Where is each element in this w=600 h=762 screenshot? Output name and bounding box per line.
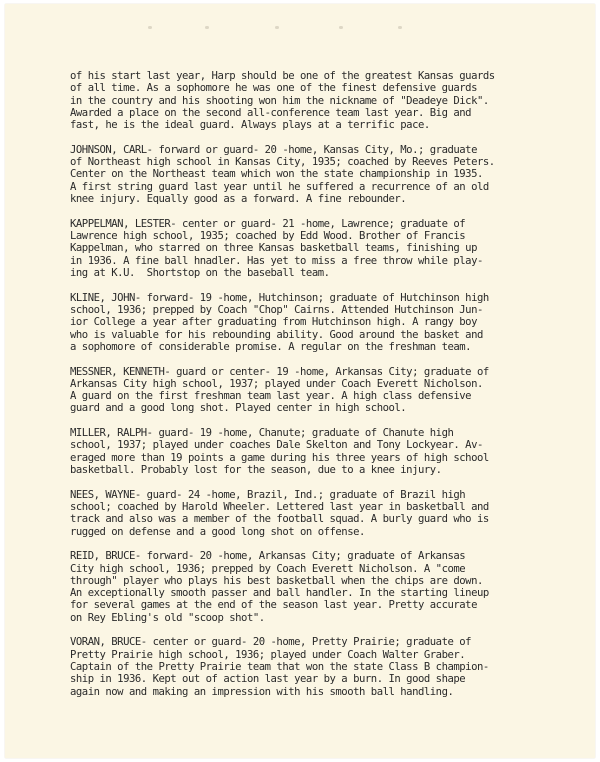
document-body xyxy=(70,70,570,710)
paragraph-voran xyxy=(70,636,570,697)
text-line: JOHNSON, CARL- forward or guard- 20 -home, Kansas City, Mo.; graduate xyxy=(70,143,477,156)
paragraph-nees xyxy=(70,489,570,538)
text-line: City high school, 1936; prepped by Coach Everett Nicholson. A "come xyxy=(70,562,466,575)
text-line: A first string guard last year until he suffered a recurrence of an old xyxy=(70,180,489,193)
text-line: Captain of the Pretty Prairie team that won the state Class B champion- xyxy=(70,661,489,673)
text-line: MILLER, RALPH- guard- 19 -home, Chanute; graduate of Chanute high xyxy=(70,427,454,440)
text-line: ship in 1936. Kept out of action last year by a burn. In good shape xyxy=(70,673,466,686)
text-line: a sophomore of considerable promise. A regular on the freshman team. xyxy=(70,340,472,353)
paragraph-miller xyxy=(70,427,570,476)
text-line: through" player who plays his best basketball when the chips are down. xyxy=(70,574,483,587)
text-line: of all time. As a sophomore he was one of the finest defensive guards xyxy=(70,82,477,95)
text-line: MESSNER, KENNETH- guard or center- 19 -home, Arkansas City; graduate of xyxy=(70,365,489,378)
punch-mark xyxy=(148,26,152,29)
punch-mark xyxy=(205,26,209,29)
text-line: REID, BRUCE- forward- 20 -home, Arkansas City; graduate of Arkansas xyxy=(70,550,466,563)
text-line: Pretty Prairie high school, 1936; played under Coach Walter Graber. xyxy=(70,648,466,661)
text-line: Kappelman, who starred on three Kansas basketball teams, finishing up xyxy=(70,242,477,255)
punch-mark xyxy=(339,26,343,29)
text-line: ing at K.U. Shortstop on the baseball team. xyxy=(70,266,330,279)
text-line: school, 1937; played under coaches Dale Skelton and Tony Lockyear. Av- xyxy=(70,439,483,452)
document-page xyxy=(5,4,595,758)
paragraph-kline xyxy=(70,292,570,353)
text-line: who is valuable for his rebounding ability. Good around the basket and xyxy=(70,328,483,341)
text-line: rugged on defense and a good long shot on offense. xyxy=(70,525,365,538)
punch-marks xyxy=(5,26,595,34)
paragraph-reid xyxy=(70,550,570,624)
paragraph-messner xyxy=(70,366,570,415)
text-line: in 1936. A fine ball hnadler. Has yet to miss a free throw while play- xyxy=(70,254,483,267)
paragraph-johnson xyxy=(70,144,570,205)
punch-mark xyxy=(275,26,279,29)
text-line: basketball. Probably lost for the season, due to a knee injury. xyxy=(70,463,442,476)
text-line: on Rey Ebling's old "scoop shot". xyxy=(70,611,265,624)
text-line: for several games at the end of the season last year. Pretty accurate xyxy=(70,599,477,612)
text-line: A guard on the first freshman team last year. A high class defensive xyxy=(70,390,472,403)
text-line: Awarded a place on the second all-conference team last year. Big and xyxy=(70,106,472,119)
text-line: KLINE, JOHN- forward- 19 -home, Hutchinson; graduate of Hutchinson high xyxy=(70,291,489,304)
text-line: NEES, WAYNE- guard- 24 -home, Brazil, Ind.; graduate of Brazil high xyxy=(70,488,466,501)
text-line: eraged more than 19 points a game during his three years of high school xyxy=(70,451,489,464)
text-line: of his start last year, Harp should be one of the greatest Kansas guards xyxy=(70,70,495,82)
text-line: KAPPELMAN, LESTER- center or guard- 21 -home, Lawrence; graduate of xyxy=(70,217,466,230)
text-line: track and also was a member of the football squad. A burly guard who is xyxy=(70,513,489,526)
text-line: An exceptionally smooth passer and ball handler. In the starting lineup xyxy=(70,587,489,600)
paragraph-harp-continued xyxy=(70,70,570,131)
text-line: guard and a good long shot. Played center in high school. xyxy=(70,402,407,415)
text-line: Arkansas City high school, 1937; played under Coach Everett Nicholson. xyxy=(70,377,483,390)
text-line: school; coached by Harold Wheeler. Lettered last year in basketball and xyxy=(70,500,489,513)
text-line: school, 1936; prepped by Coach "Chop" Cairns. Attended Hutchinson Jun- xyxy=(70,303,483,316)
paragraph-kappelman xyxy=(70,218,570,279)
text-line: again now and making an impression with his smooth ball handling. xyxy=(70,685,454,698)
text-line: fast, he is the ideal guard. Always plays at a terrific pace. xyxy=(70,119,430,132)
text-line: in the country and his shooting won him the nickname of "Deadeye Dick". xyxy=(70,94,489,107)
text-line: Center on the Northeast team which won the state championship in 1935. xyxy=(70,168,483,181)
text-line: VORAN, BRUCE- center or guard- 20 -home, Pretty Prairie; graduate of xyxy=(70,636,472,649)
punch-mark xyxy=(398,26,402,29)
text-line: Lawrence high school, 1935; coached by Edd Wood. Brother of Francis xyxy=(70,230,466,243)
text-line: ior College a year after graduating from Hutchinson high. A rangy boy xyxy=(70,316,477,329)
text-line: of Northeast high school in Kansas City, 1935; coached by Reeves Peters. xyxy=(70,156,495,169)
text-line: knee injury. Equally good as a forward. A fine rebounder. xyxy=(70,193,407,206)
